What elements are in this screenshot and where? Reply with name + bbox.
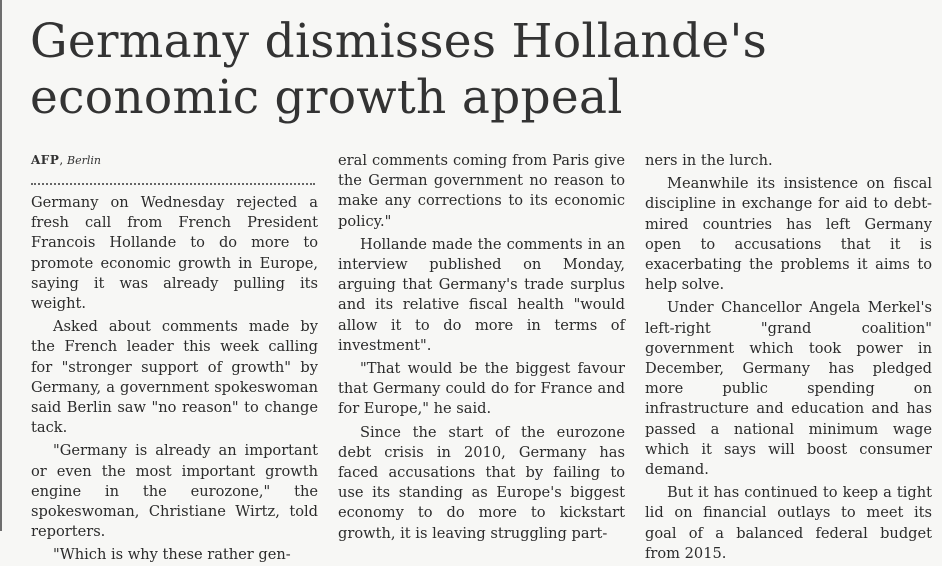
paragraph: "Which is why these rather gen- [53,546,291,564]
article-column-3 [645,151,932,562]
byline [31,152,101,169]
paragraph: "Germany is already an important or even the most important growth engine in the eurozone," the spokeswoman, Christiane Wirtz, told reporters. [31,442,318,541]
paragraph: Under Chancellor Angela Merkel's left-right "grand coalition" government which took power in December, Germany has pledged more public spending on infrastructure and education and has passed a national minimum wage which it says will boost consumer demand. [645,299,932,479]
paragraph: Meanwhile its insistence on fiscal discipline in exchange for aid to debt-mired countries has left Germany open to accusations that it is exacerbating the problems it aims to help solve. [645,175,932,294]
paragraph: ners in the lurch. [645,152,773,169]
byline-separator: , [59,153,67,167]
article-column-2 [338,151,625,542]
paragraph: But it has continued to keep a tight lid on financial outlays to meet its goal of a balanced federal budget from 2015. [645,484,932,562]
paragraph: Hollande made the comments in an interview published on Monday, arguing that Germany's trade surplus and its relative fiscal health "would allow it to do more in terms of investment". [338,235,625,354]
paragraph: Asked about comments made by the French leader this week calling for "stronger support of growth" by Germany, a government spokeswoman said Berlin saw "no reason" to change tack. [31,318,318,437]
byline-agency: AFP [31,153,60,167]
article-column-1 [31,193,318,564]
headline: Germany dismisses Hollande's economic growth appeal [30,14,768,125]
page-edge-rule [0,0,2,531]
byline-city: Berlin [67,154,101,167]
paragraph: eral comments coming from Paris give the German government no reason to make any corrections to its economic policy." [338,152,625,230]
paragraph: "That would be the biggest favour that Germany could do for France and for Europe," he said. [338,360,625,418]
byline-divider [31,183,315,185]
paragraph: Since the start of the eurozone debt crisis in 2010, Germany has faced accusations that by failing to use its standing as Europe's biggest economy to do more to kickstart growth, it is leaving struggling part- [338,423,625,542]
paragraph: Germany on Wednesday rejected a fresh call from French President Francois Hollande to do more to promote economic growth in Europe, saying it was already pulling its weight. [31,194,318,313]
